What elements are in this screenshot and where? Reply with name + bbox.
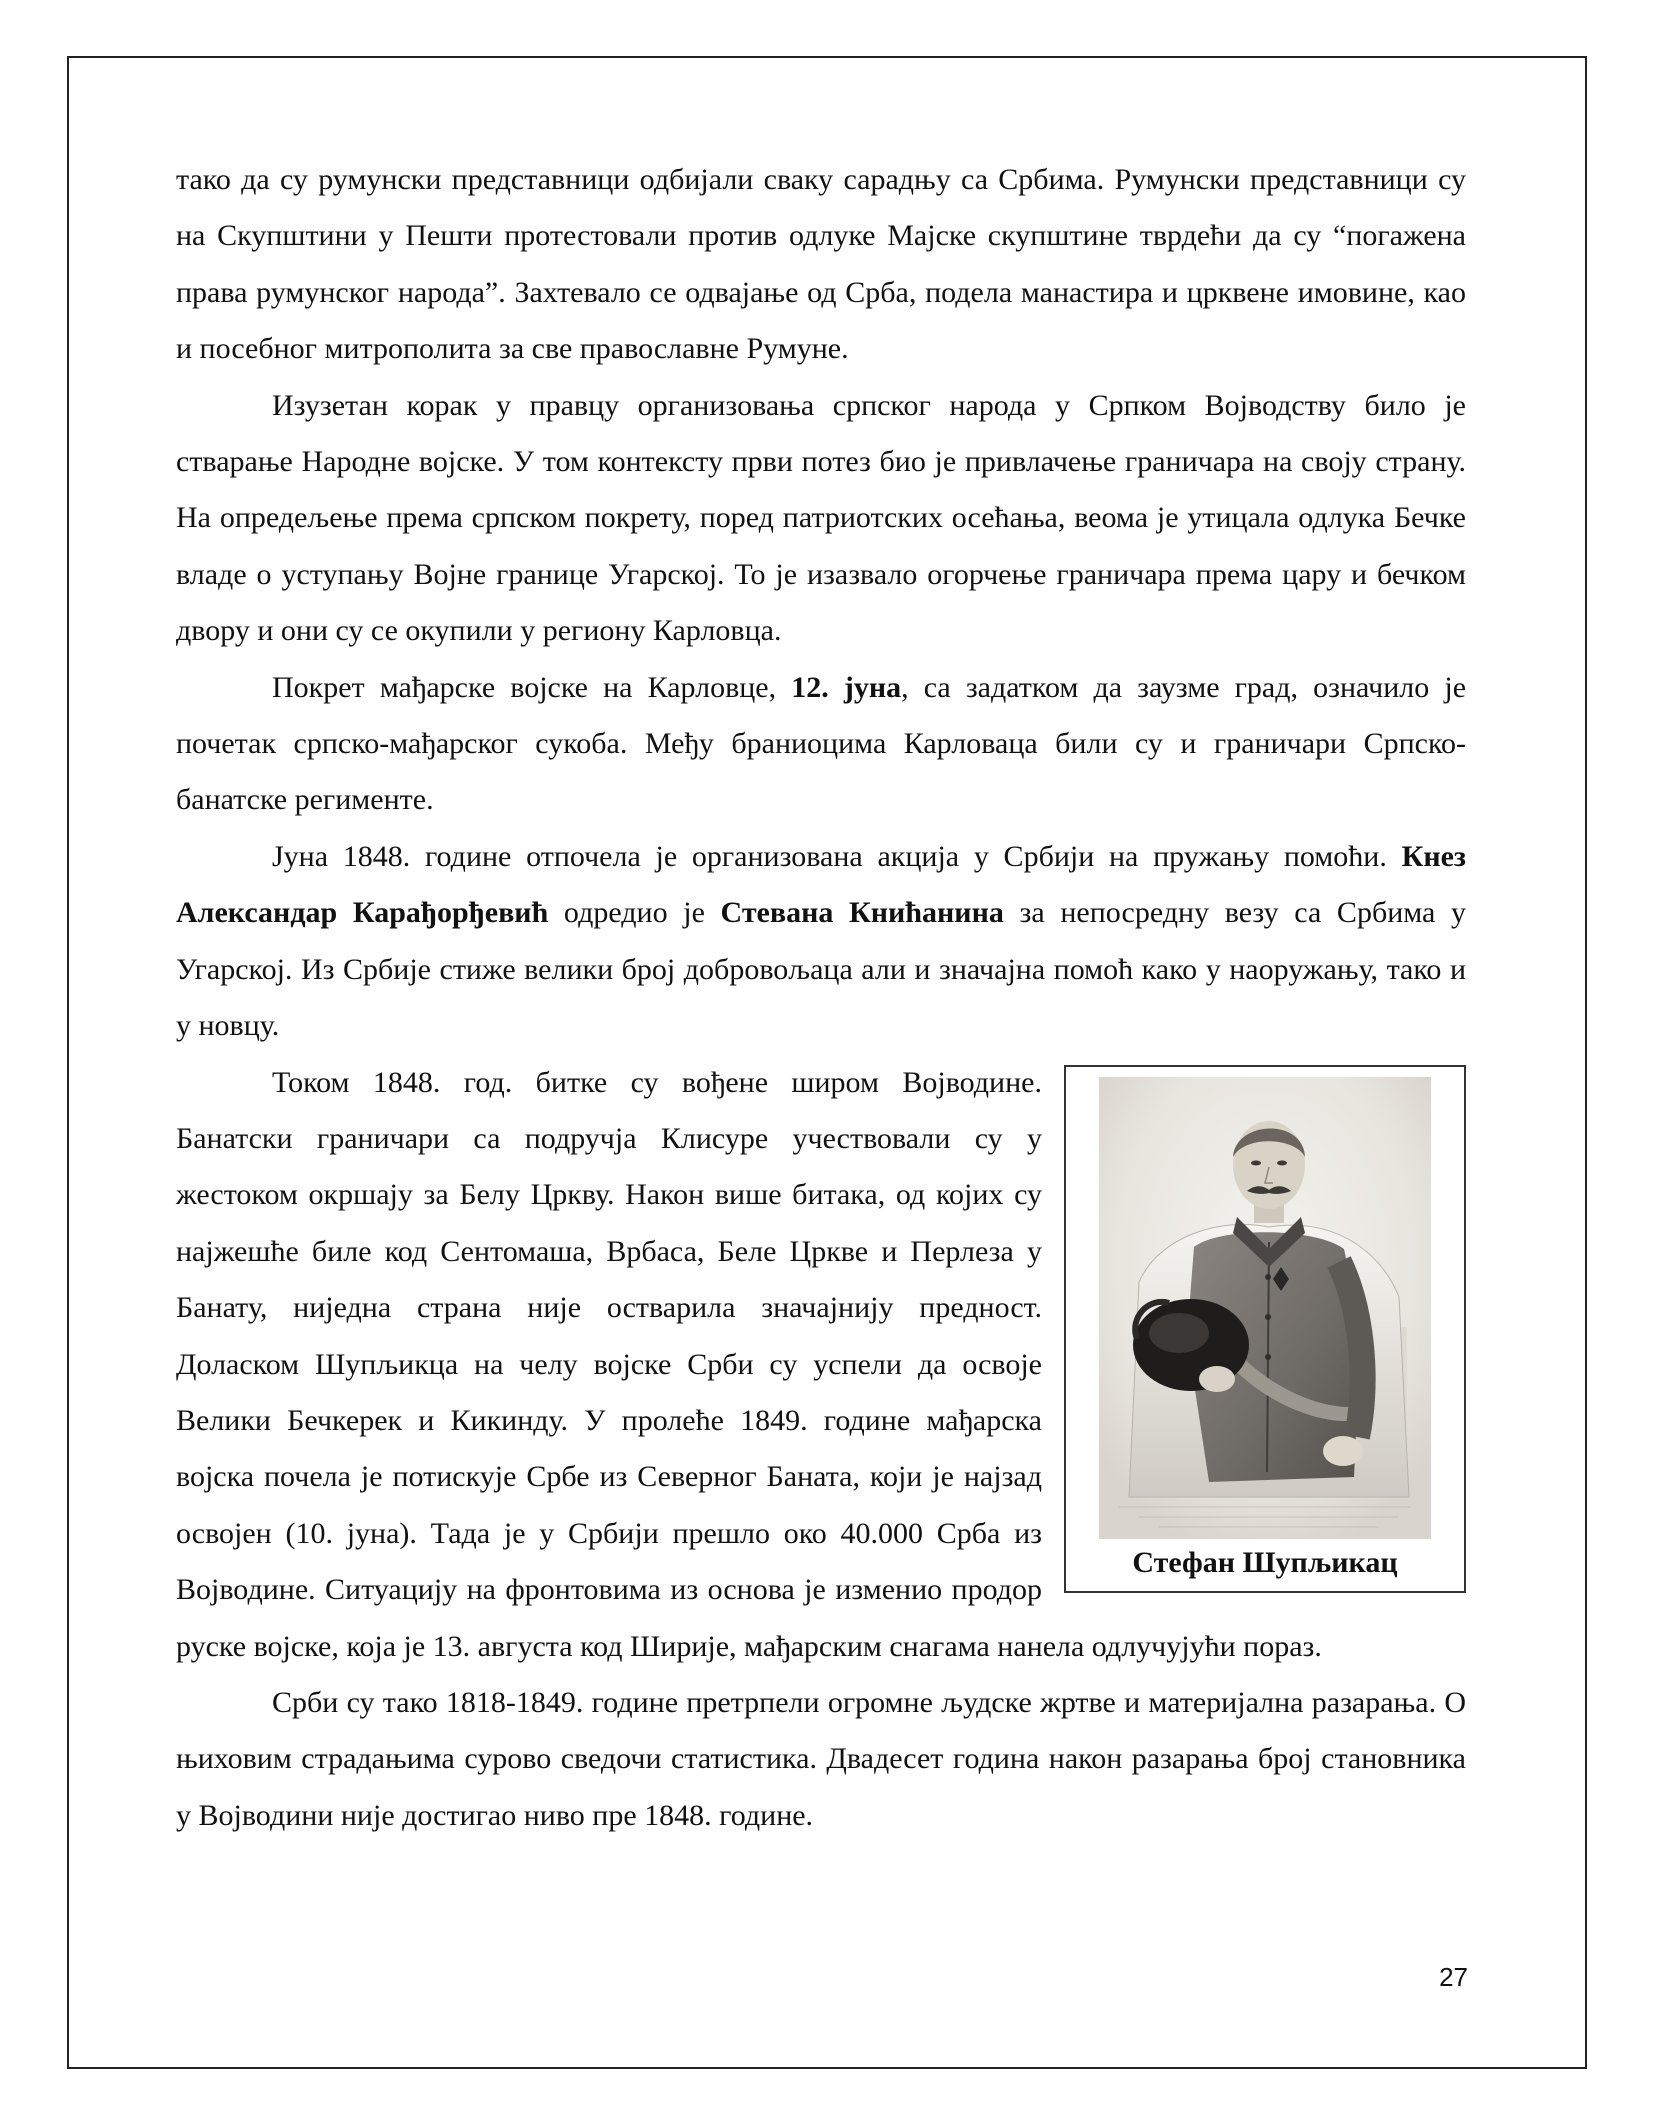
- paragraph-3: [176, 660, 1466, 829]
- paragraph-3-text-end: , са задатком да заузме град, означило је почетак српско-мађарског сукоба. Међу браниоцима Карловаца били су и граничари Српско-банатске регименте.: [176, 670, 1467, 817]
- paragraph-4: [176, 829, 1466, 1055]
- portrait-image: [1099, 1077, 1431, 1539]
- paragraph-6: Срби су тако 1818-1849. године претрпели огромне људске жртве и материјална разарања. О њиховим страдањима сурово сведочи статистика. Двадесет година након разарања број становника у Војводини није достигао ниво пре 1848. године.: [176, 1685, 1466, 1832]
- paragraph-4-text-start: Јуна 1848. године отпочела је организована акција у Србији на пружању помоћи.: [272, 839, 1402, 873]
- paragraph-2: Изузетан корак у правцу организовања српског народа у Српком Војводству било је стварање Народне војске. У том контексту први потез био је привлачење граничара на своју страну. На опредељење према српском покрету, поред патриотских осећања, веома је утицала одлука Бечке владе о уступању Војне границе Угарској. То је изазвало огорчење граничара према цару и бечком двору и они су се окупили у региону Карловца.: [176, 388, 1466, 648]
- portrait-figure: [1064, 1065, 1466, 1593]
- paragraph-1: тако да су румунски представници одбијали сваку сарадњу са Србима. Румунски представници су на Скупштини у Пешти протестовали против одлуке Мајске скупштине тврдећи да су “погажена права румунског народа”. Захтевало се одвајање од Срба, подела манастира и црквене имовине, као и посебног митрополита за све православне Румуне.: [176, 163, 1466, 366]
- paragraph-4-text-end: за непосредну везу са Србима у Угарској. Из Србије стиже велики број добровољаца али и значајна помоћ како у наоружању, тако и у новцу.: [176, 896, 1467, 1043]
- paragraph-3-text-start: Покрет мађарске војске на Карловце,: [272, 670, 792, 704]
- paragraph-4-text-mid: одредио је: [548, 896, 721, 930]
- prince-name: Кнез Александар Карађорђевић: [176, 839, 1466, 930]
- knicanin-name: Стевана Книћанина: [720, 896, 1004, 930]
- main-text: [176, 152, 1466, 1844]
- date-emphasis: 12. јуна: [791, 670, 902, 704]
- page-number: 27: [1439, 1962, 1468, 1992]
- figure-caption: Стефан Шупљикац: [1132, 1545, 1398, 1579]
- paragraph-5: Током 1848. год. битке су вођене широм Војводине. Банатски граничари са подручја Клисуре учествовали су у жестоком окршају за Белу Цркву. Након више битака, од којих су најжешће биле код Сентомаша, Врбаса, Беле Цркве и Перлеза у Банату, ниједна страна није остварила значајнију предност. Доласком Шупљикца на челу војске Срби су успели да освоје Велики Бечкерек и Кикинду. У пролеће 1849. године мађарска војска почела је потискује Србе из Северног Баната, који је најзад освојен (10. јуна). Тада је у Србији прешло око 40.000 Срба из Војводине. Ситуацију на фронтовима из основа је изменио продор руске војске, која је 13. августа код Ширије, мађарским снагама нанела одлучујући пораз.: [176, 1065, 1322, 1663]
